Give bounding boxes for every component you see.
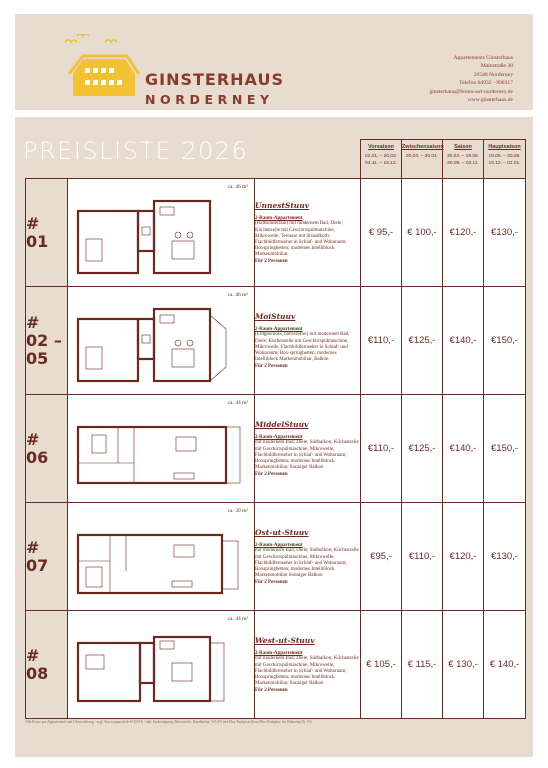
apartment-area: ca. 44 m² [227, 400, 248, 406]
season-date: 19.12. – 02.01. [488, 161, 521, 166]
price-zwischensaison: €125,- [402, 395, 443, 503]
price-vorsaison: € 105,- [361, 611, 402, 719]
price-saison: €140,- [443, 287, 484, 395]
apartment-type: 2-Raum-Appartement [255, 216, 303, 222]
apartment-features: mit modernem Bad; Diele; Südbalkon; Küchenzeile mit Geschirrspülmaschine, Mikrowelle, Flachbildfernseher in Schlaf- und Wohnraum; Boxspringbetten; modernes Intelliblock Markenmobiliar Sonniger Balkon [255, 548, 359, 579]
season-date: 04.11. – 19.12. [365, 161, 397, 166]
apartment-number: # 07 [26, 503, 68, 611]
season-date: 30.04. – 19.06. [446, 154, 479, 159]
apartment-name: MiddelStuuv [255, 420, 309, 430]
price-hauptsaison: € 140,- [484, 611, 526, 719]
apartment-description [255, 179, 361, 287]
price-hauptsaison: €130,- [484, 179, 526, 287]
season-date: 19.06. – 30.09. [488, 154, 521, 159]
season-name: Zwischensaison [402, 144, 444, 150]
contact-line: Mainstraße 30 [480, 63, 513, 70]
price-list-sheet [15, 117, 533, 757]
season-date: 20.03. – 30.04. [405, 154, 438, 159]
apartment-type: 2-Raum-Appartement [255, 327, 303, 333]
apartment-row [26, 287, 526, 395]
apartment-description [255, 611, 361, 719]
price-zwischensaison: € 115,- [402, 611, 443, 719]
price-table [25, 139, 526, 719]
apartment-features: (Halbsouterrain) mit modernem Bad; Diele; Küchenzeile mit Geschirrspülmaschine, Mikrowelle, Terrasse mit Strandkorb; Flachbildfernseher in Schlaf- und Wohnraum; Boxspringbetten; modernes Intelliblock Markenmobiliar. [255, 221, 347, 258]
price-hauptsaison: €130,- [484, 503, 526, 611]
header-band [15, 14, 533, 110]
price-vorsaison: € 95,- [361, 179, 402, 287]
floor-plan-cell [68, 179, 255, 287]
season-name: Vorsaison [368, 144, 394, 150]
ginsterhaus-logo-icon [55, 34, 140, 114]
apartment-row [26, 503, 526, 611]
floor-plan-icon [74, 197, 214, 279]
apartment-number: # 01 [26, 179, 68, 287]
season-dates [402, 153, 442, 160]
price-zwischensaison: €110,- [402, 503, 443, 611]
apartment-row [26, 395, 526, 503]
season-date: 02.01. – 20.03. [364, 154, 397, 159]
apartment-capacity: Für 2 Personen [255, 579, 288, 585]
season-header [402, 140, 443, 179]
apartment-type: 2-Raum-Appartement [255, 543, 303, 549]
apartment-features: mit modernem Bad; Diele; Südbalkon; Küchenzeile mit Geschirrspülmaschine, Mikrowelle, Flachbildfernseher in Schlaf- und Wohnraum; Boxspringbetten; modernes Intelliblock Markenmobiliar, Sonniger Balkon [255, 656, 359, 687]
apartment-area: ca. 46 m² [227, 184, 248, 190]
apartment-number: # 08 [26, 611, 68, 719]
apartment-description [255, 287, 361, 395]
apartment-name: West-ut-Stuuv [255, 636, 315, 646]
apartment-area: ca. 39 m² [227, 508, 248, 514]
apartment-features: mit modernem Bad; Diele; Südbalkon; Küchenzeile mit Geschirrspülmaschine, Mikrowelle, Flachbildfernseher in Schlaf- und Wohnraum; Boxspringbetten; modernes Intelliblock Markenmobiliar, Sonniger Balkon [255, 440, 359, 471]
page-title: PREISLISTE 2026 [23, 137, 249, 165]
apartment-area: ca. 46 m² [227, 292, 248, 298]
apartment-description [255, 395, 361, 503]
floor-plan-icon [74, 305, 234, 387]
apartment-number: # 06 [26, 395, 68, 503]
contact-line: Telefon 04932 - 990317 [459, 80, 513, 87]
apartment-name: MoiStuuv [255, 312, 296, 322]
contact-email[interactable]: ginsterhaus@ferien-auf-norderney.de [429, 88, 513, 95]
apartment-description [255, 503, 361, 611]
price-zwischensaison: €125,- [402, 287, 443, 395]
contact-website[interactable]: www.ginsterhaus.de [467, 97, 513, 104]
apartment-features: (Erdgeschoss, barrierefrei) mit modernem Bad; Diele; Küchenzeile mit Geschirrspülmaschine, Mikrowelle, Flachbildfernseher in Schlaf- und Wohnraum; Box-springbetten; modernes Intelliblock Markenmobiliar, Balkon [255, 332, 350, 363]
price-saison: €120,- [443, 179, 484, 287]
price-vorsaison: €95,- [361, 503, 402, 611]
floor-plan-icon [74, 521, 244, 603]
season-dates [484, 153, 525, 167]
price-saison: €140,- [443, 395, 484, 503]
price-saison: € 130,- [443, 611, 484, 719]
footnote: Alle Preise pro Appartement und Übernachtung · zzgl. Servicepauschale €10,00 € · inkl. Endreinigung, Bettwäsche, Handtücher, WLAN und Pkw-Parkplatz (kein Pkw-Parkplatz für Wohnung Nr. 10) [25, 720, 312, 724]
contact-line: Appartements Ginsterhaus [453, 55, 513, 61]
apartment-capacity: Für 2 Personen [255, 687, 288, 693]
floor-plan-cell [68, 287, 255, 395]
apartment-capacity: Für 2 Personen [255, 258, 288, 264]
price-hauptsaison: €150,- [484, 287, 526, 395]
apartment-name: Ost-ut-Stuuv [255, 528, 309, 538]
brand-location: NORDERNEY [145, 92, 274, 107]
apartment-row [26, 179, 526, 287]
apartment-row [26, 611, 526, 719]
floor-plan-cell [68, 611, 255, 719]
contact-line: 26548 Norderney [473, 71, 513, 78]
price-saison: €120,- [443, 503, 484, 611]
season-date: 30.09. – 03.11. [447, 161, 479, 166]
price-vorsaison: €110,- [361, 287, 402, 395]
apartment-number: # 02 – 05 [26, 287, 68, 395]
apartment-type: 2-Raum-Appartement [255, 651, 303, 657]
season-name: Saison [454, 144, 472, 150]
season-header [484, 140, 526, 179]
apartment-capacity: Für 2 Personen [255, 363, 288, 369]
apartment-name: UnnestStuuv [255, 201, 310, 211]
price-zwischensaison: € 100,- [402, 179, 443, 287]
floor-plan-cell [68, 503, 255, 611]
season-header [361, 140, 402, 179]
floor-plan-icon [74, 413, 244, 495]
season-name: Hauptsaison [488, 144, 521, 150]
apartment-type: 2-Raum-Appartement [255, 435, 303, 441]
floor-plan-cell [68, 395, 255, 503]
price-hauptsaison: €150,- [484, 395, 526, 503]
price-vorsaison: €110,- [361, 395, 402, 503]
brand-name: GINSTERHAUS [145, 70, 284, 89]
season-dates [443, 153, 483, 167]
season-header [443, 140, 484, 179]
season-dates [361, 153, 401, 167]
apartment-capacity: Für 2 Personen [255, 471, 288, 477]
apartment-area: ca. 44 m² [227, 616, 248, 622]
contact-block [429, 54, 513, 104]
floor-plan-icon [74, 629, 234, 711]
